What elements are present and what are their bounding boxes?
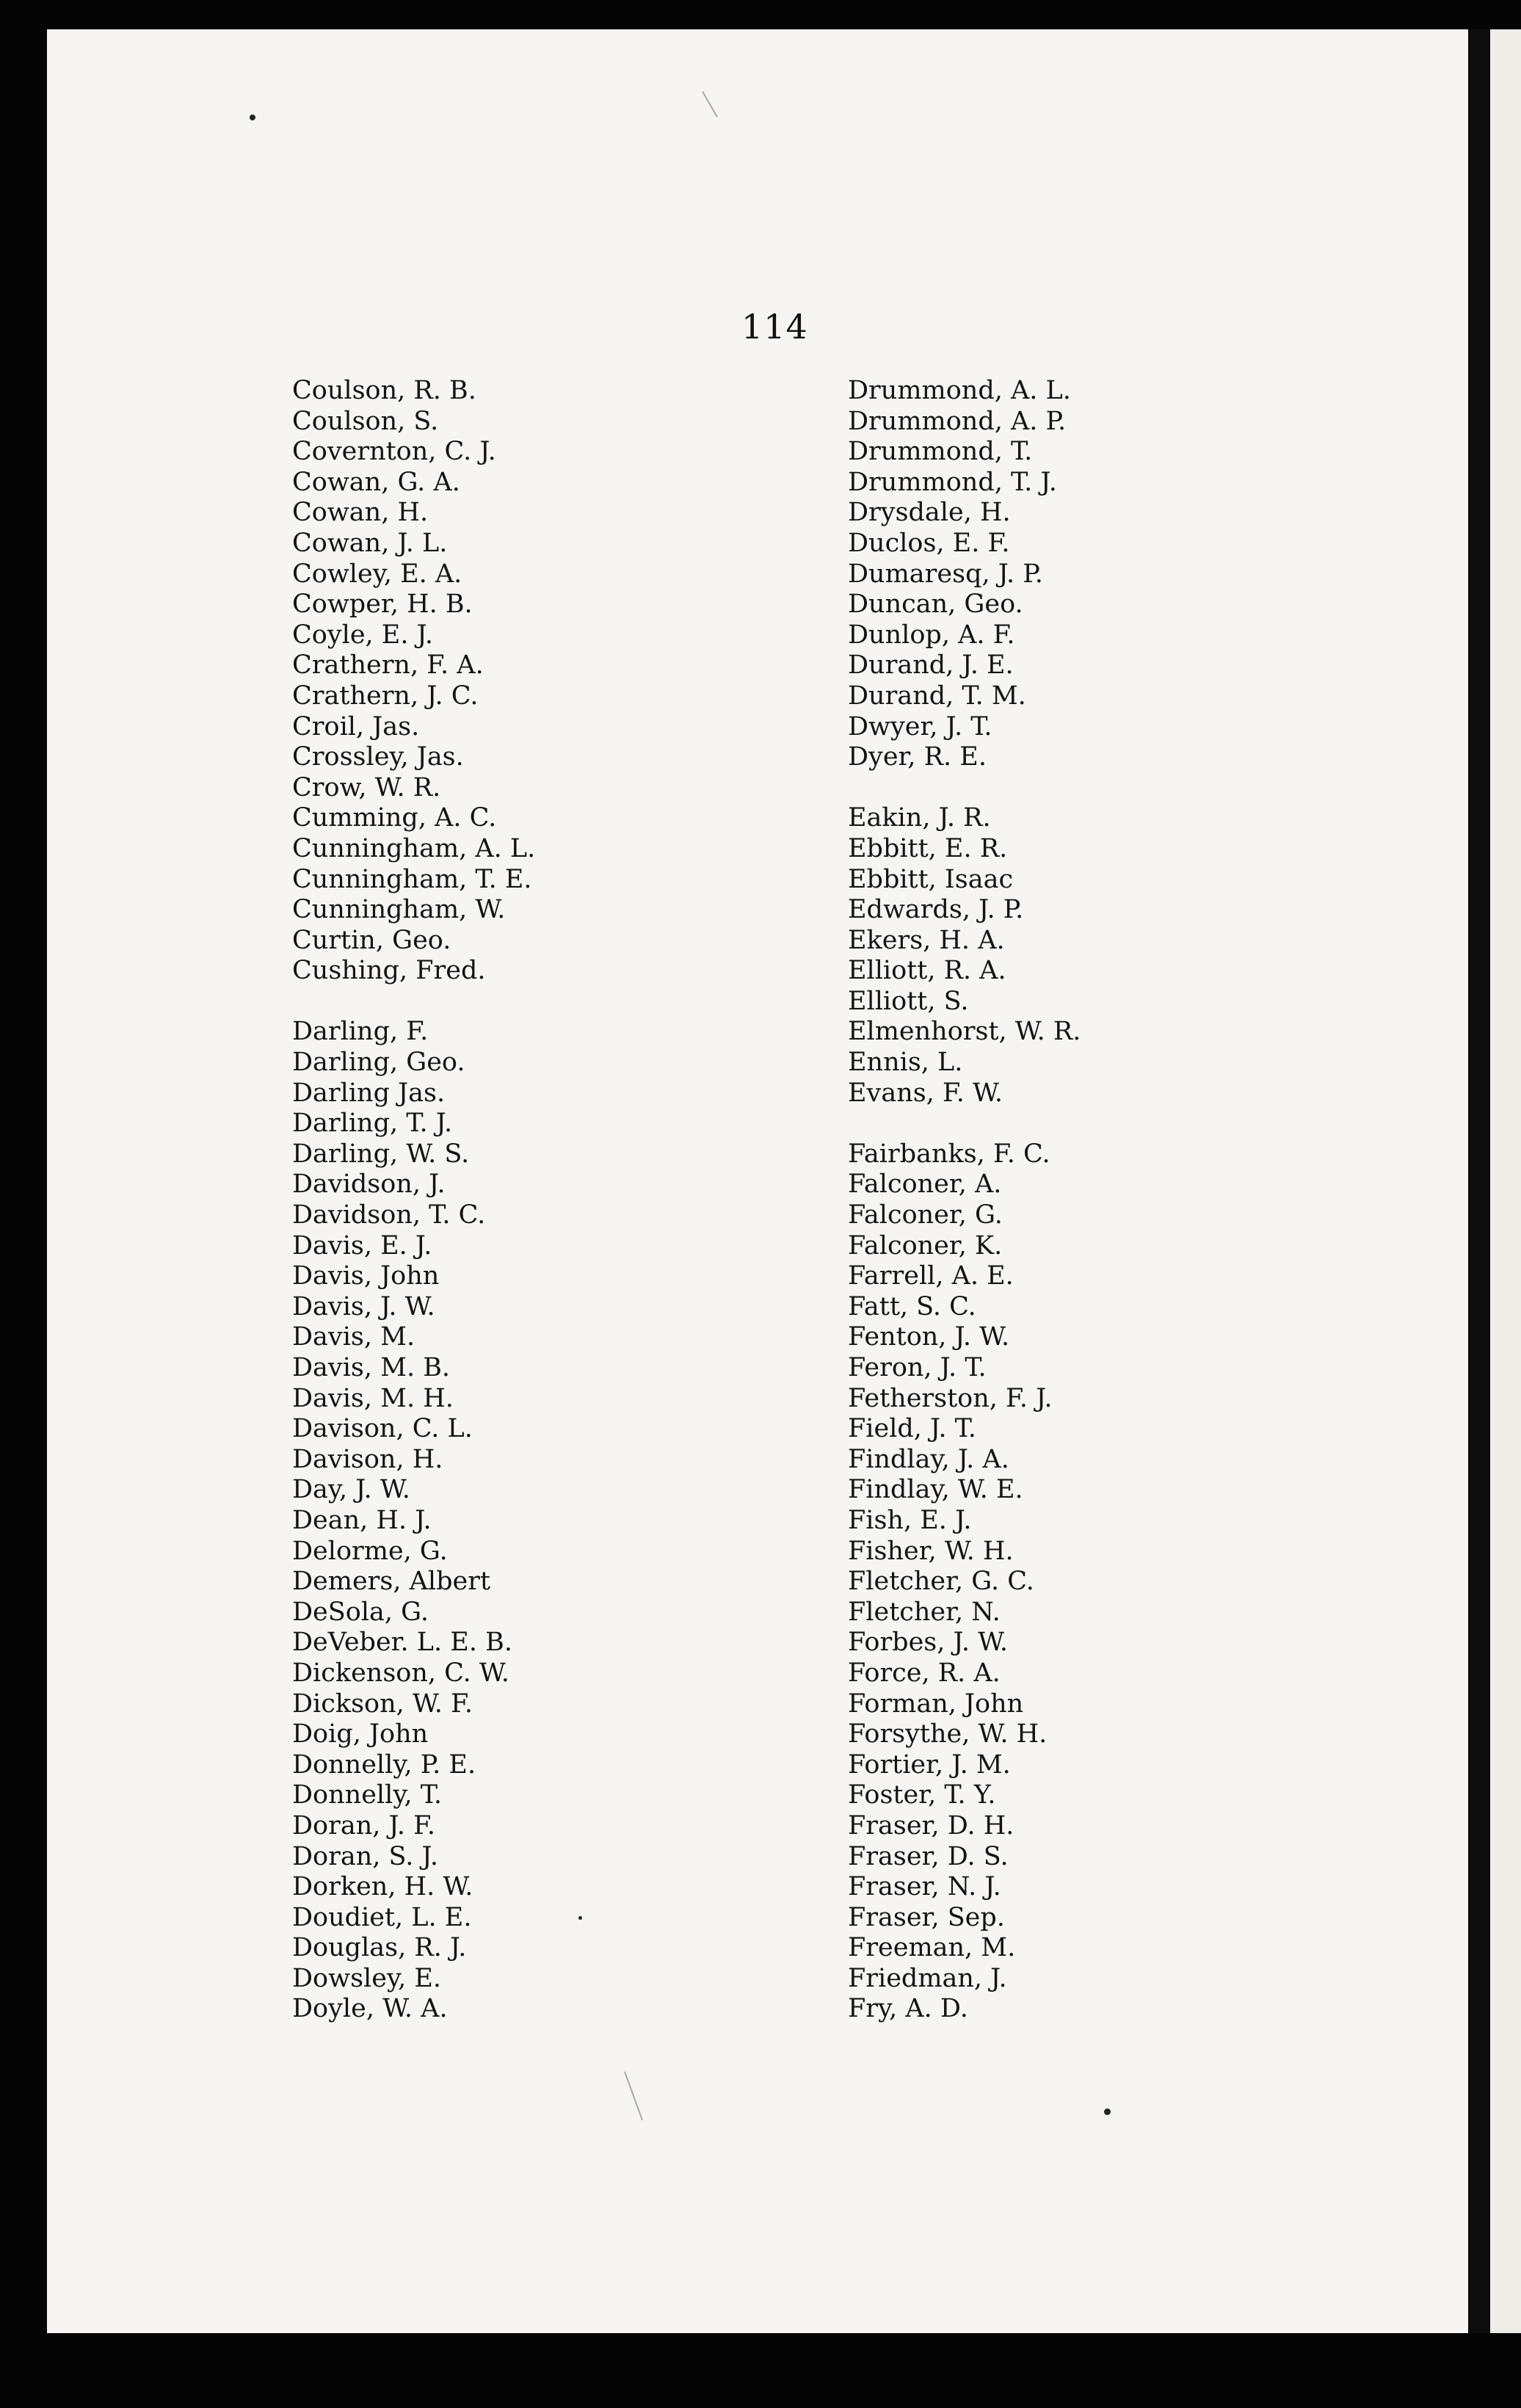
name-entry: DeVeber. L. E. B.: [292, 1628, 512, 1658]
name-entry: Crathern, F. A.: [292, 650, 484, 681]
name-entry: Ebbitt, Isaac: [848, 864, 1014, 894]
dust-speck: [1104, 2108, 1111, 2115]
group-separator: [292, 987, 535, 1018]
name-entry: Cowper, H. B.: [292, 590, 473, 620]
name-entry: Curtin, Geo.: [292, 925, 451, 955]
name-entry: Covernton, C. J.: [292, 437, 496, 467]
name-entry: Falconer, A.: [848, 1169, 1002, 1200]
name-entry: Findlay, J. A.: [848, 1444, 1009, 1474]
name-entry: Crossley, Jas.: [292, 742, 464, 772]
name-entry: Elliott, R. A.: [848, 956, 1006, 986]
name-entry: Darling, Geo.: [292, 1048, 465, 1078]
name-entry: Fish, E. J.: [848, 1505, 972, 1535]
name-entry: Cowan, J. L.: [292, 528, 448, 558]
name-entry: Feron, J. T.: [848, 1353, 987, 1382]
name-entry: Fatt, S. C.: [848, 1291, 976, 1321]
name-entry: Elliott, S.: [848, 986, 969, 1016]
name-entry: Doran, S. J.: [292, 1841, 438, 1871]
name-entry: Davis, M. B.: [292, 1353, 451, 1382]
name-entry: Dean, H. J.: [292, 1505, 432, 1535]
name-entry: Delorme, G.: [292, 1536, 448, 1566]
page-edge-shadow: [1468, 29, 1490, 2333]
name-entry: Forbes, J. W.: [848, 1628, 1009, 1658]
name-entry: Davidson, J.: [292, 1169, 446, 1200]
name-entry: Donnelly, P. E.: [292, 1749, 476, 1780]
name-entry: Dowsley, E.: [292, 1963, 442, 1993]
name-entry: Dwyer, J. T.: [848, 711, 992, 741]
name-entry: Fraser, D. H.: [848, 1810, 1014, 1841]
name-entry: DeSola, G.: [292, 1597, 429, 1627]
name-entry: Drummond, T. J.: [848, 467, 1057, 497]
name-entry: Fisher, W. H.: [848, 1536, 1014, 1566]
name-entry: Edwards, J. P.: [848, 895, 1024, 925]
name-entry: Fairbanks, F. C.: [848, 1139, 1050, 1169]
name-entry: Davidson, T. C.: [292, 1200, 486, 1230]
name-entry: Fenton, J. W.: [848, 1322, 1010, 1352]
name-entry: Ennis, L.: [848, 1048, 963, 1078]
name-entry: Coulson, S.: [292, 406, 439, 436]
name-entry: Forsythe, W. H.: [848, 1719, 1048, 1749]
name-entry: Cumming, A. C.: [292, 803, 497, 833]
name-entry: Elmenhorst, W. R.: [848, 1017, 1081, 1047]
name-entry: Davison, H.: [292, 1444, 443, 1474]
name-entry: Duclos, E. F.: [848, 528, 1010, 558]
name-entry: Fortier, J. M.: [848, 1749, 1011, 1780]
name-entry: Cunningham, A. L.: [292, 833, 536, 863]
left-name-column: [292, 376, 535, 2025]
name-entry: Friedman, J.: [848, 1963, 1007, 1993]
name-entry: Doig, John: [292, 1719, 429, 1749]
name-entry: Cunningham, T. E.: [292, 864, 532, 894]
name-entry: Field, J. T.: [848, 1414, 976, 1444]
name-entry: Fraser, N. J.: [848, 1872, 1001, 1902]
name-entry: Day, J. W.: [292, 1475, 410, 1505]
name-entry: Dumaresq, J. P.: [848, 559, 1043, 589]
name-entry: Fry, A. D.: [848, 1994, 968, 2024]
name-entry: Doran, J. F.: [292, 1810, 436, 1841]
name-entry: Cushing, Fred.: [292, 956, 486, 986]
name-entry: Fletcher, N.: [848, 1597, 1001, 1627]
name-entry: Coulson, R. B.: [292, 376, 476, 405]
name-entry: Cowan, G. A.: [292, 467, 460, 497]
group-separator: [848, 773, 1081, 804]
name-entry: Demers, Albert: [292, 1567, 491, 1597]
name-entry: Findlay, W. E.: [848, 1475, 1023, 1505]
name-entry: Coyle, E. J.: [292, 620, 434, 650]
name-entry: Falconer, G.: [848, 1200, 1003, 1230]
page-number: 114: [741, 307, 808, 347]
right-name-column: [848, 376, 1081, 2025]
name-entry: Fletcher, G. C.: [848, 1567, 1034, 1597]
adjacent-page-edge: [1490, 29, 1521, 2333]
name-entry: Evans, F. W.: [848, 1078, 1003, 1108]
name-entry: Darling, T. J.: [292, 1109, 453, 1139]
name-entry: Davis, M.: [292, 1322, 415, 1352]
name-entry: Davis, M. H.: [292, 1383, 454, 1413]
name-entry: Crow, W. R.: [292, 772, 441, 802]
name-entry: Dickenson, C. W.: [292, 1658, 509, 1688]
name-entry: Darling Jas.: [292, 1078, 446, 1108]
name-entry: Fetherston, F. J.: [848, 1383, 1053, 1413]
dust-speck: [250, 115, 255, 120]
name-entry: Crathern, J. C.: [292, 681, 479, 711]
name-entry: Fraser, Sep.: [848, 1902, 1005, 1932]
name-entry: Dorken, H. W.: [292, 1872, 473, 1902]
name-entry: Drysdale, H.: [848, 498, 1011, 528]
name-entry: Fraser, D. S.: [848, 1841, 1009, 1871]
name-entry: Dunlop, A. F.: [848, 620, 1015, 650]
name-entry: Forman, John: [848, 1689, 1024, 1719]
name-entry: Force, R. A.: [848, 1658, 1001, 1688]
name-entry: Dyer, R. E.: [848, 742, 987, 772]
name-entry: Drummond, A. P.: [848, 406, 1067, 436]
name-entry: Darling, W. S.: [292, 1139, 470, 1169]
name-entry: Drummond, A. L.: [848, 376, 1071, 405]
name-entry: Doyle, W. A.: [292, 1994, 448, 2024]
name-entry: Ekers, H. A.: [848, 925, 1005, 955]
name-entry: Croil, Jas.: [292, 711, 420, 741]
name-entry: Foster, T. Y.: [848, 1780, 996, 1810]
name-entry: Duncan, Geo.: [848, 590, 1023, 620]
name-entry: Ebbitt, E. R.: [848, 833, 1008, 863]
name-entry: Davison, C. L.: [292, 1414, 473, 1444]
name-entry: Farrell, A. E.: [848, 1261, 1014, 1291]
name-entry: Eakin, J. R.: [848, 803, 991, 833]
name-entry: Cowan, H.: [292, 498, 429, 528]
dust-speck: [578, 1916, 582, 1920]
name-entry: Freeman, M.: [848, 1933, 1016, 1963]
paper-sheet: [47, 29, 1471, 2333]
name-entry: Cowley, E. A.: [292, 559, 462, 589]
name-entry: Durand, T. M.: [848, 681, 1026, 711]
name-entry: Darling, F.: [292, 1017, 429, 1047]
name-entry: Durand, J. E.: [848, 650, 1014, 681]
name-entry: Dickson, W. F.: [292, 1689, 473, 1719]
name-entry: Davis, John: [292, 1261, 440, 1291]
name-entry: Davis, J. W.: [292, 1291, 435, 1321]
name-entry: Drummond, T.: [848, 437, 1033, 467]
name-entry: Doudiet, L. E.: [292, 1902, 472, 1932]
group-separator: [848, 1109, 1081, 1139]
name-entry: Davis, E. J.: [292, 1230, 432, 1261]
name-entry: Cunningham, W.: [292, 895, 506, 925]
name-entry: Falconer, K.: [848, 1230, 1003, 1261]
name-entry: Douglas, R. J.: [292, 1933, 467, 1963]
name-entry: Donnelly, T.: [292, 1780, 443, 1810]
